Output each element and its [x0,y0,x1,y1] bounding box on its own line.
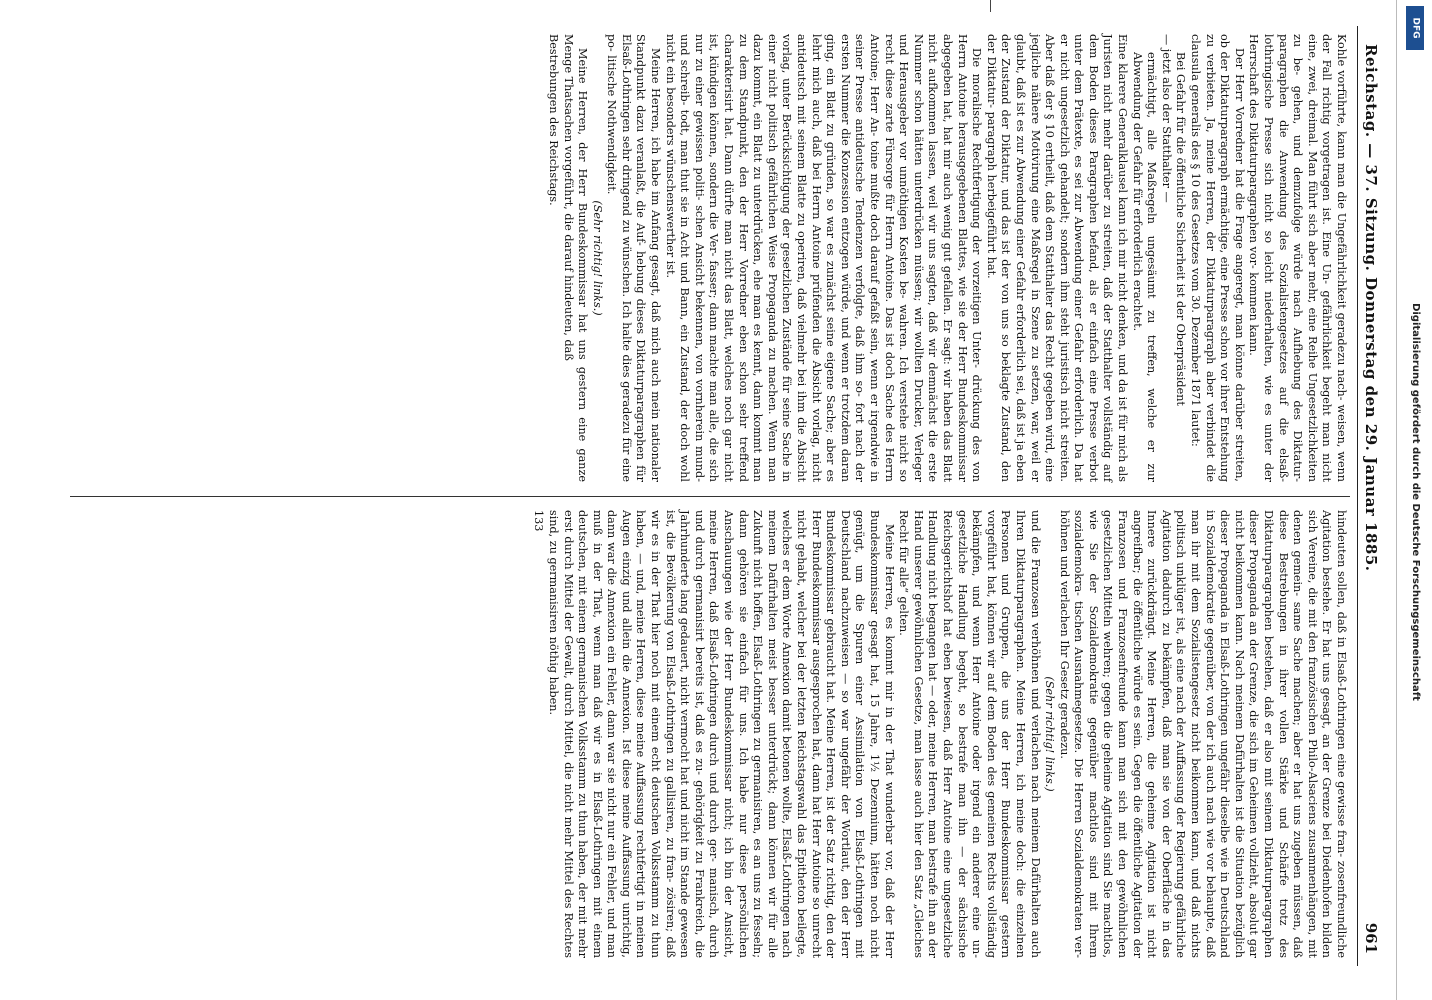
paragraph: 133 [532,510,546,532]
paragraph: hindeuten sollen, daß in Elsaß-Lothringen eine gewisse fran- zosenfreundliche Agitation bestehe. Er hat uns gesagt, an der Grenze bei Diedenhofen bilden sich Vereine, die mit den französischen Philo-Alsaciens zusammenhängen, mit denen gemein- same Sache machen; aber er hat uns zugeben müssen, daß diese Bestrebungen in ihrer vollen Stärke und Schärfe trotz des Diktaturparagraphen bestehen, daß er also mit seinem Diktaturparagraphen dieser Propaganda an der Grenze, die sich im Geheimen vollzieht, absolut gar nicht beikommen kann. Nach meinem Dafürhalten ist die Situation bezüglich dieser Propaganda in Elsaß-Lothringen ungefähr dieselbe wie in Deutschland in Sozialdemokratie gegenüber, von der ich auch nach wie vor behaupte, daß man ihr mit dem Sozialistengesetz nicht beikommen kann, und daß nichts politisch unklüger ist, als eine nach der Auffassung der Regierung gefährliche Agitation dadurch zu bekämpfen, daß man sie von der Oberfläche in das Innere zurückdrängt. Meine Herren, die geheime Agitation ist nicht angreifbar; die öffentliche würde es sein. Gegen die öffentliche Agitation der Franzosen und Franzosenfreunde kann man sich mit den gewöhnlichen gesetzlichen Mitteln wehren; gegen die geheime Agitation sind Sie machtlos, wie Sie der Sozialdemokratie gegenüber machtlos sind mit Ihrem sozialdemokra- tischen Ausnahmegesetze. Die Herren Sozialdemokraten ver- höhnen und verlachen Ihr Gesetz geradezu. [1057,510,1348,958]
paragraph: Meine Herren, es kommt mir in der That wunderbar vor, daß der Herr Bundeskommissar gesagt hat, 15 Jahre, 1½ Dezennium, hätten noch nicht genügt, um die Spuren einer Assimilation von Elsaß-Lothringen mit Deutschland nachzuweisen — so war ungefähr der Wortlaut, den der Herr Bundeskommissar gebraucht hat. Meine Herren, ist der Satz richtig, den der Herr Bundeskommissar ausgesprochen hat, dann hat Herr Antoine so unrecht nicht gehabt, welcher bei der letzten Reichstagswahl das Epitheton beilegte, welches er dem Worte Annexion damit betonen wollte, Elsaß-Lothringen nach meinem Dafürhalten meist besser unterdrückt; dann können wir für alle Zukunft nicht hoffen, Elsaß-Lothringen zu germanisiren, es an uns zu fesseln; dann gehören sie einfach für uns. Ich habe nur diese persönlichen Anschauungen wie der Herr Bundeskommissar nicht; ich bin der Ansicht, meine Herren, daß Elsaß-Lothringen durch und durch ger- manisch, durch und durch germanisirt bereits ist, daß es zu- gehörigkeit zu Frankreich, die Jahrhunderte lang gedauert, nicht vermocht hat und nicht im Stande gewesen ist, die Bevölkerung von Elsaß-Lothringen zu gallisiren, zu fran- zösiren; daß wir es in der That hier noch mit einem echt deutschen Volksstamm zu thun haben, — und, meine Herren, diese meine Auffassung rechtfertigt in meinen Augen einzig und allein die Annexion. Ist diese meine Auffassung unrichtig, dann war die Annexion ein Fehler, dann war sie nicht nur ein Fehler, und man muß in der That, wenn man daß wir es in Elsaß-Lothringen mit einem deutschen, mit einem germanischen Volksstamm zu thun haben, der mit mehr erst durch Mittel der Gewalt, durch Mittel, die nicht mehr Mittel des Rechtes sind, zu germanisiren nöthig haben. [546,510,896,958]
paragraph: Meine Herren, ich habe im Anfang gesagt, daß mich auch mein nationaler Standpunkt dazu veranlaßt, die Auf- hebung dieses Diktaturparagraphen für Elsaß-Lothringen sehr dringend zu wünschen. Ich halte dies geradezu für eine po- litische Nothwendigkeit. [605,34,663,482]
paragraph: Der Herr Vorredner hat die Frage angeregt, man könne darüber streiten, ob der Diktaturparagraph ermächtige, eine Presse schon vor ihrer Entstehung zu verbieten. Ja, meine Herren, der Diktaturparagraph aber verbindet die clausula generalis des § 10 des Gesetzes vom 30. Dezember 1871 lautet: [1189,34,1246,482]
header-title: Reichstag. — 37. Sitzung. Donnerstag den 29. Januar 1885. [1362,44,1380,572]
paragraph: Meine Herren, der Herr Bundeskommissar hat uns gestern eine ganze Menge Thatsachen vorgeführt, die darauf hindeuten, daß [561,34,590,482]
paragraph: Kohle vorführte, kann man die Ungefährlichkeit geradezu nach- weisen, wenn der Fall richtig vorgetragen ist. Eine Un- gefährlichkeit begeht man nicht eine, zwei, dreimal. Man führt sich aber mehr, eine Reihe Ungesetzlichkeiten zu be- gehen, und demzufolge würde nach Aufhebung des Diktatur- paragraphen die Anwendung des Sozialistengesetzes auf die elsaß-lothringische Presse sich nicht so leicht niederhalten, wie es unter der Herrschaft des Diktaturparagraphen vor- kommen kann. [1247,34,1348,482]
left-column [545,34,1348,482]
right-column [531,510,1348,958]
paragraph: — jetzt also der Statthalter — [1159,34,1173,203]
digitization-stamp-text: Digitalisierung gefördert durch die Deutsche Forschungsgemeinschaft [1410,303,1421,701]
column-divider [70,496,1350,497]
digitization-stamp [1403,22,1427,982]
paragraph: ermächtigt, alle Maßregeln ungesäumt zu treffen, welche er zur Abwendung der Gefahr für erforderlich erachtet. [1130,52,1159,482]
paragraph: Eine klarere Generalklausel kann ich mir nicht denken, und da ist für mich als Juristen nicht mehr darüber zu streiten, daß der Statthalter vollständig auf dem Boden dieses Paragraphen befand, als er einfach eine Presse verbot unter dem Prätexte, es sei zur Abwendung einer Gefahr erforderlich. Da hat er nicht ungesetzlich gehandelt; sondern ihm steht juristisch nicht streiten. Aber daß der § 10 ertheilt, daß dem Statthalter das Recht gegeben wird, eine jegliche nähere Motivirung eine Maßregel in Szene zu setzen, war, weil er glaubt, daß ist es zur Abwendung einer Gefahr erforderlich sei, daß ist ja eben der Zustand der Diktatur, und das ist der von uns so beklagte Zustand, den der Diktatur- paragraph herbeigeführt hat. [984,34,1130,482]
paragraph: (Sehr richtig! links.) [590,200,604,316]
page-header [1358,26,1384,966]
paragraph: und die Franzosen verhöhnen und verlachen nach meinem Dafürhalten auch Ihren Diktaturparagraphen. Meine Herren, ich meine doch: die einzelnen Personen und Gruppen, die uns der Herr Bundeskommissar gestern vorgeführt hat, können wir auf dem Boden des gemeinen Rechts vollständig bekämpfen, und wenn Herr Antoine oder irgend ein anderer eine un- gesetzliche Handlung begeht, so bestrafe man ihn — der sächsische Reichsgerichtshof hat eben bewiesen, daß Herr Antoine eine ungesetzliche Handlung nicht begangen hat — oder, meine Herren, man bestrafe ihn an der Hand unserer gewöhnlichen Gesetze, man lasse auch hier den Satz „Gleiches Recht für alle“ gelten. [897,510,1042,958]
rotated-document [44,26,1384,966]
dfg-badge-text: DFG [1410,17,1421,39]
margin-line [1396,0,1398,1000]
top-edge-line [990,0,992,12]
header-page-number: 961 [1362,922,1380,954]
paragraph: Bei Gefahr für die öffentliche Sicherheit ist der Oberpräsident [1174,52,1188,406]
paragraph: (Sehr richtig! links.) [1043,676,1057,792]
paragraph: Bestrebungen des Reichstags. [546,34,560,206]
header-rule [1357,26,1358,966]
paragraph: Die moralische Rechtfertigung der vorzeitigen Unter- drückung des von Herrn Antoine herausgegebenen Blattes, wie sie der Herr Bundeskommissar abgegeben hat, hat mir auch wenig gut gefallen. Er sagt: wir haben das Blatt nicht aufkommen lassen, weil wir uns sagten, daß wir demnächst die erste Nummer schon hätten unterdrücken müssen; wir wollten Drucker, Verleger und Herausgeber vor unnöthigen Kosten be- wahren. Ich verstehe nicht so recht diese zarte Fürsorge für Herrn Antoine. Das ist doch Sache des Herrn Antoine; Herr An- toine mußte doch darauf gefaßt sein, wenn er irgendwie in seiner Presse antideutsche Tendenzen verfolgte, daß ihm so- fort nach der ersten Nummer die Konzession entzogen würde, und wenn er trotzdem daran ging, ein Blatt zu gründen, so war es zunächst seine eigene Sache; aber es lehrt mich auch, daß bei Herrn Antoine prüfenden die Absicht vorlag, nicht antideutsch mit seinem Blatte zu operiren, daß vielmehr bei ihm die Absicht vorlag, unter Berücksichtigung der gesetzlichen Zustände für seine Sache in einer nicht politisch gefährlichen Weise Propaganda zu machen. Wenn man dazu kommt, ein Blatt zu unterdrücken, ehe man es kennt, dann kommt man zu dem Standpunkt, den der Herr Vorredner eben schon sehr treffend charakterisirt hat. Dann dürfte man nicht das Blatt, welches noch gar nicht ist, kündigen können, sondern die Ver- fasser; dann machte man alle, die sich nur zu einer gewissen politi- schen Ansicht bekennen, von vornherein mund- und schreib- todt, man thut sie in Acht und Bann, ein Zustand, der doch wohl nicht ein besonders wünschenswerther ist. [663,34,984,482]
